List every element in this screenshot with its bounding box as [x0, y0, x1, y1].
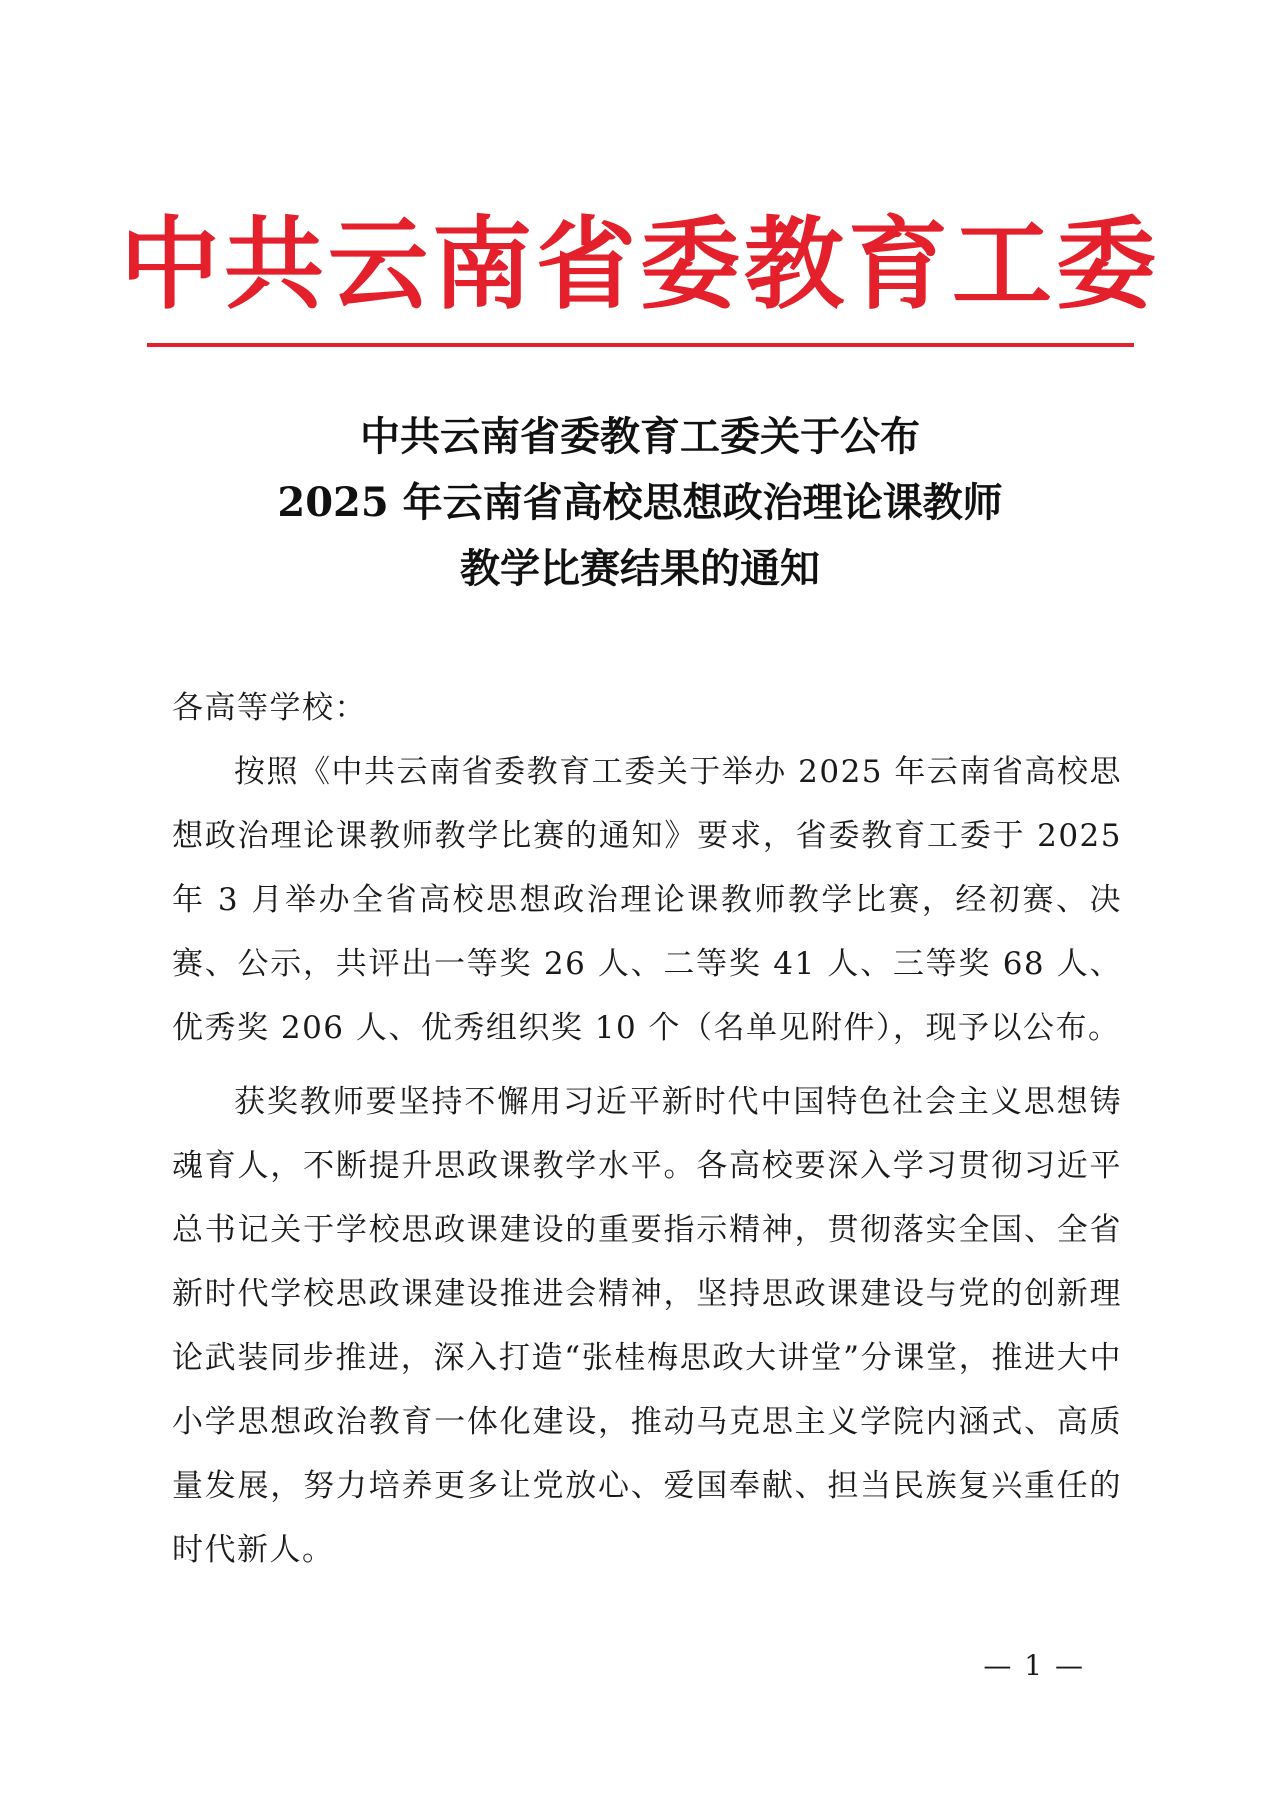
document-title: [0, 404, 1280, 602]
paragraph-spacer: [172, 1060, 1122, 1070]
letterhead-red-rule: [147, 343, 1134, 347]
document-title-line: 中共云南省委教育工委关于公布: [360, 413, 920, 460]
document-title-line: 教学比赛结果的通知: [460, 545, 820, 592]
document-body: [172, 676, 1122, 1582]
document-title-line: 2025 年云南省高校思想政治理论课教师: [277, 479, 1003, 526]
page-number: — 1 —: [983, 1649, 1085, 1682]
salutation: 各高等学校：: [172, 690, 367, 726]
body-paragraph: 按照《中共云南省委教育工委关于举办 2025 年云南省高校思想政治理论课教师教学比赛的通知》要求，省委教育工委于 2025 年 3 月举办全省高校思想政治理论课教师教学比赛，经初赛、决赛、公示，共评出一等奖 26 人、二等奖 41 人、三等奖 68 人、优秀奖 206 人、优秀组织奖 10 个（名单见附件），现予以公布。: [172, 754, 1122, 1046]
letterhead-organization: 中共云南省委教育工委: [120, 206, 1160, 323]
body-paragraph: 获奖教师要坚持不懈用习近平新时代中国特色社会主义思想铸魂育人，不断提升思政课教学水平。各高校要深入学习贯彻习近平总书记关于学校思政课建设的重要指示精神，贯彻落实全国、全省新时代学校思政课建设推进会精神，坚持思政课建设与党的创新理论武装同步推进，深入打造“张桂梅思政大讲堂”分课堂，推进大中小学思想政治教育一体化建设，推动马克思主义学院内涵式、高质量发展，努力培养更多让党放心、爱国奉献、担当民族复兴重任的时代新人。: [172, 1084, 1122, 1568]
